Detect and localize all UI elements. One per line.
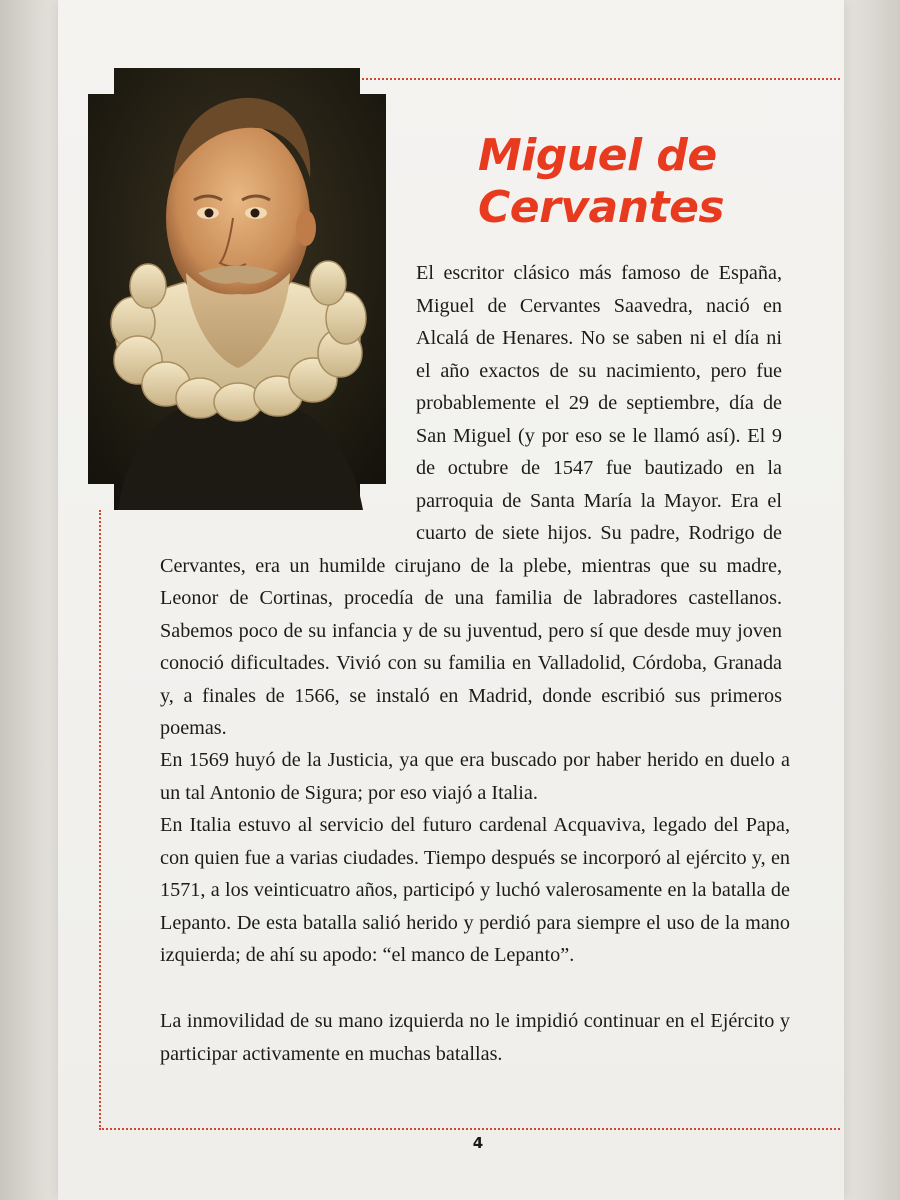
paragraph-1-text: El escritor clásico más famoso de España, Miguel de Cervantes Saavedra, nació en Alcalá de Henares. No se saben ni el día ni el año exactos de su nacimiento, pero fue probablemente el 29 de septiembre, día de San Miguel (y por eso se le llamó así). El 9 de octubre de 1547 fue bautizado en la parroquia de Santa María la Mayor. Era el cuarto de siete hijos. Su padre, Rodrigo de Cervantes, era un humilde cirujano de la plebe, mientras que su madre, Leonor de Cortinas, procedía de una familia de labradores castellanos. Sabemos poco de su infancia y de su juventud, pero sí que desde muy joven conoció dificultades. Vivió con su familia en Valladolid, Córdoba, Granada y, a finales de 1566, se instaló en Madrid, donde escribió sus primeros poemas. — [160, 262, 782, 739]
paragraph-4: La inmovilidad de su mano izquierda no le impidió continuar en el Ejército y participar activamente en muchas batallas. — [160, 1010, 790, 1065]
dotted-frame-left — [99, 510, 101, 1130]
portrait-wrap-spacer — [160, 257, 416, 549]
paragraph-2: En 1569 huyó de la Justicia, ya que era buscado por haber herido en duelo a un tal Antonio de Sigura; por eso viajó a Italia. — [160, 749, 790, 804]
page-title: Miguel de Cervantes — [478, 130, 725, 233]
dotted-frame-top — [362, 78, 840, 80]
paragraph-3: En Italia estuvo al servicio del futuro cardenal Acquaviva, legado del Papa, con quien fue a varias ciudades. Tiempo después se incorporó al ejército y, en 1571, a los veinticuatro años, participó y luchó valerosamente en la batalla de Lepanto. De esta batalla salió herido y perdió para siempre el uso de la mano izquierda; de ahí su apodo: “el manco de Lepanto”. — [160, 814, 790, 966]
paragraph-1 — [160, 257, 782, 745]
dotted-frame-bottom — [99, 1128, 840, 1130]
page-number: 4 — [472, 1134, 484, 1152]
